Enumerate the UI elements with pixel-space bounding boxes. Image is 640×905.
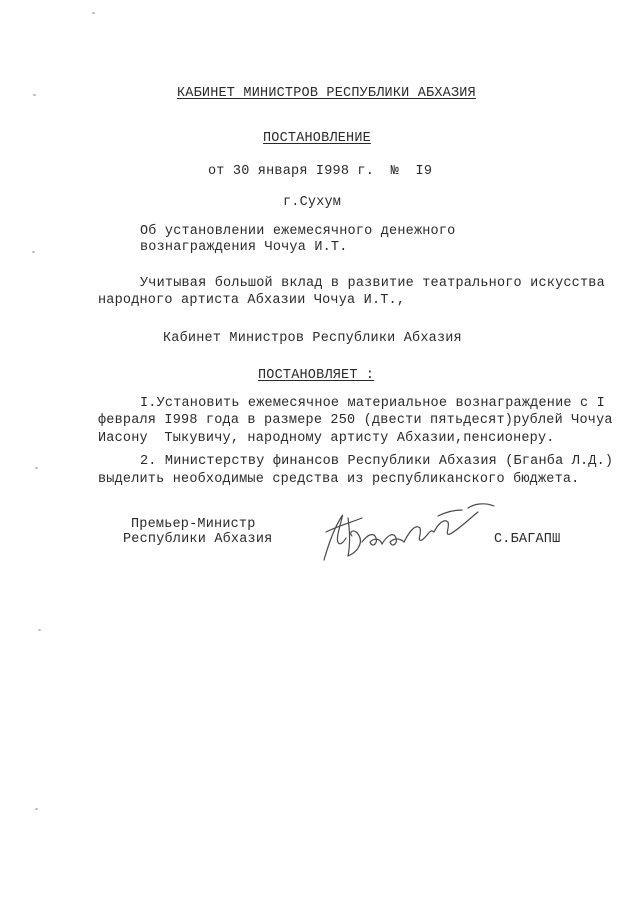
paper-speck [35, 467, 38, 469]
subject-line: вознаграждения Чочуа И.Т. [140, 240, 348, 255]
document-place: г.Сухум [283, 195, 342, 210]
resolves-heading: ПОСТАНОВЛЯЕТ : [258, 368, 375, 383]
issuer-line: Кабинет Министров Республики Абхазия [163, 331, 462, 346]
paper-speck [38, 629, 41, 631]
handwritten-signature [318, 498, 498, 568]
preamble-line: народного артиста Абхазии Чочуа И.Т., [98, 293, 406, 308]
paper-speck [33, 94, 36, 96]
subject-line: Об установлении ежемесячного денежного [140, 224, 456, 239]
signatory-name: С.БАГАПШ [494, 532, 561, 547]
document-date-number: от 30 января I998 г. № I9 [208, 164, 433, 179]
paper-speck [32, 251, 35, 253]
paper-speck [92, 12, 95, 14]
body-line: выделить необходимые средства из республиканского бюджета. [98, 472, 580, 487]
organization-header: КАБИНЕТ МИНИСТРОВ РЕСПУБЛИКИ АБХАЗИЯ [177, 86, 476, 101]
body-line: I.Установить ежемесячное материальное вознаграждение с I [140, 396, 605, 411]
document-type-title: ПОСТАНОВЛЕНИЕ [263, 131, 371, 146]
body-line: Иасону Тыкувичу, народному артисту Абхазии,пенсионеру. [98, 431, 555, 446]
signatory-title: Премьер-Министр [131, 517, 256, 532]
body-line: февраля I998 года в размере 250 (двести пятьдесят)рублей Чочуа [98, 413, 613, 428]
body-line: 2. Министерству финансов Республики Абхазия (Бганба Л.Д.) [140, 454, 614, 469]
preamble-line: Учитывая большой вклад в развитие театрального искусства [140, 276, 605, 291]
signatory-title: Республики Абхазия [123, 532, 273, 547]
paper-speck [35, 808, 38, 810]
